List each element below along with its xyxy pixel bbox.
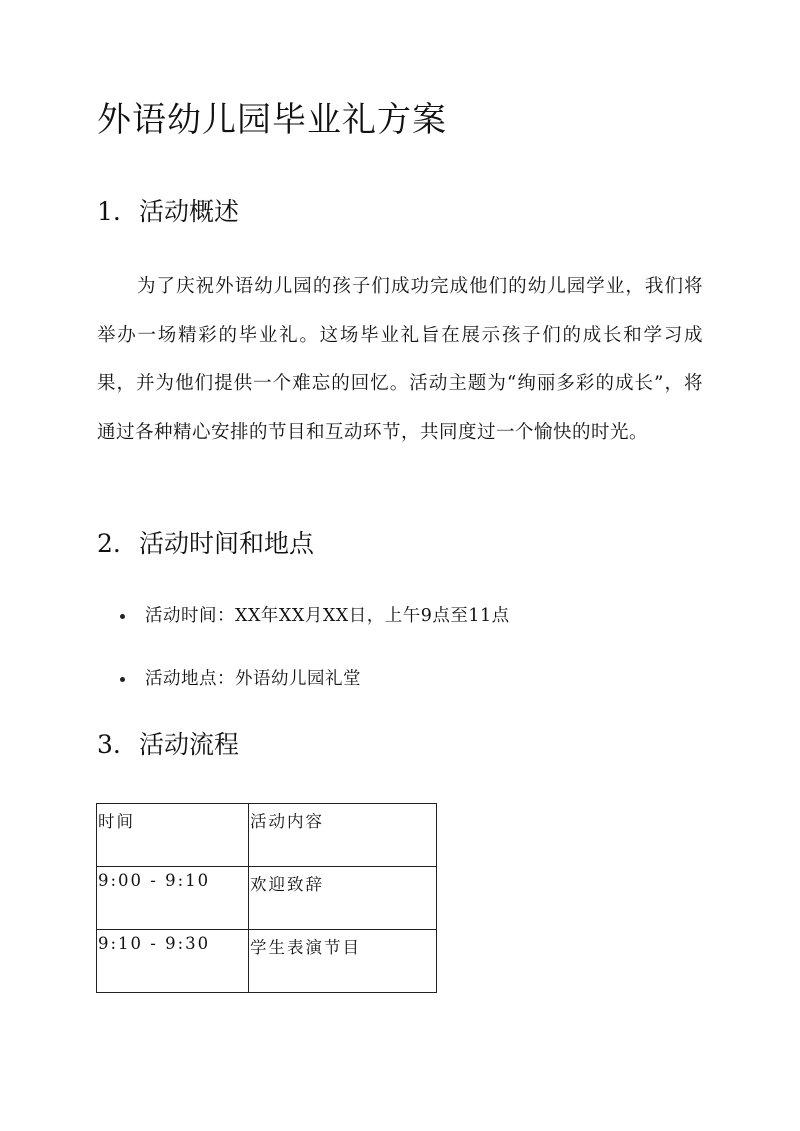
section-heading-schedule xyxy=(97,727,239,763)
table-header-cell: 时间 xyxy=(97,804,249,867)
section-heading-overview xyxy=(97,194,239,230)
table-cell: 9:00 - 9:10 xyxy=(97,867,249,930)
list-item-text: 活动地点：外语幼儿园礼堂 xyxy=(145,669,361,689)
table-row xyxy=(97,930,437,993)
section-number: 3. xyxy=(97,730,121,759)
list-item-location xyxy=(97,659,510,699)
overview-paragraph: 为了庆祝外语幼儿园的孩子们成功完成他们的幼儿园学业，我们将举办一场精彩的毕业礼。这场毕业礼旨在展示孩子们的成长和学习成果，并为他们提供一个难忘的回忆。活动主题为“绚丽多彩的成长”，将通过各种精心安排的节目和互动环节，共同度过一个愉快的时光。 xyxy=(97,276,703,443)
section-title: 活动概述 xyxy=(139,197,240,226)
schedule-table xyxy=(96,803,437,993)
list-item-text: 活动时间：XX年XX月XX日，上午9点至11点 xyxy=(145,606,510,626)
section-number: 1. xyxy=(97,197,121,226)
table-cell: 9:10 - 9:30 xyxy=(97,930,249,993)
table-header-cell: 活动内容 xyxy=(249,804,437,867)
time-location-list xyxy=(97,596,510,722)
section-heading-time-location xyxy=(97,526,314,562)
table-header-row xyxy=(97,804,437,867)
section-number: 2. xyxy=(97,529,121,558)
table-row xyxy=(97,867,437,930)
section-title: 活动时间和地点 xyxy=(139,529,315,558)
bullet-icon xyxy=(120,677,125,682)
list-item-time xyxy=(97,596,510,636)
page-title: 外语幼儿园毕业礼方案 xyxy=(97,100,447,140)
bullet-icon xyxy=(120,614,125,619)
section-title: 活动流程 xyxy=(139,730,240,759)
table-cell: 学生表演节目 xyxy=(249,930,437,993)
table-cell: 欢迎致辞 xyxy=(249,867,437,930)
